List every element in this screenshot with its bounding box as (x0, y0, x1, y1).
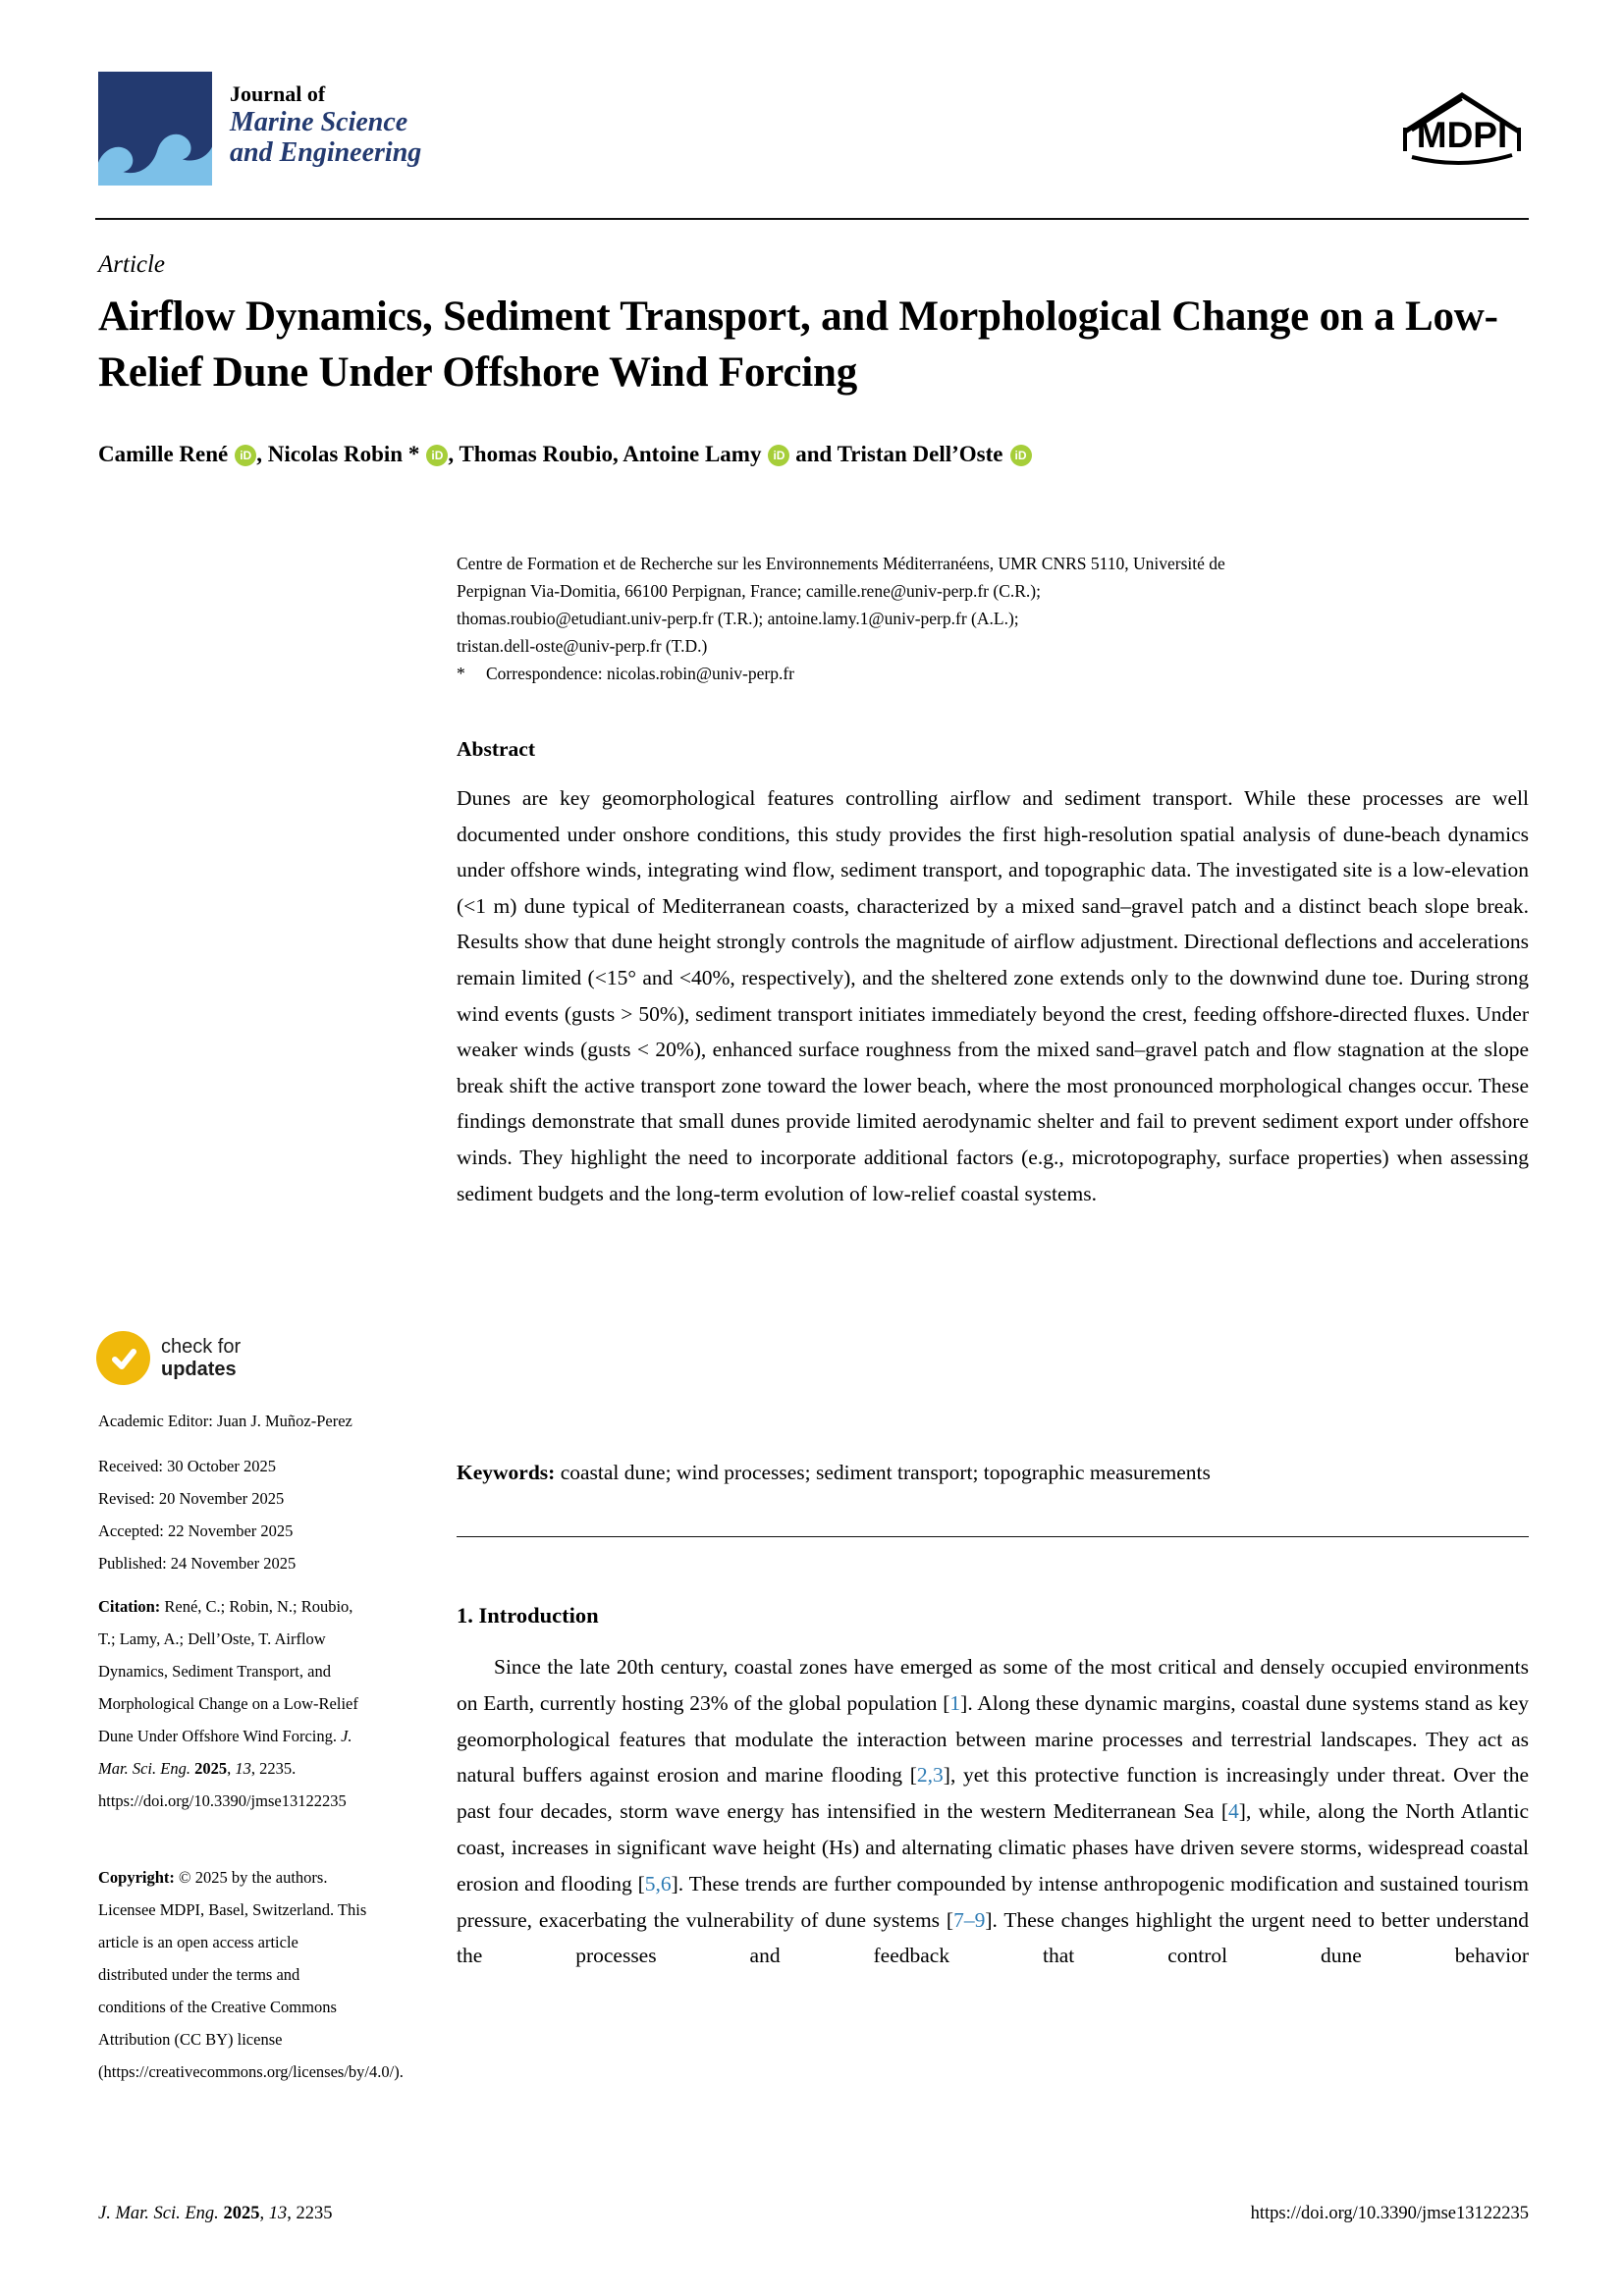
correspondence-marker: * (457, 664, 465, 683)
keywords-label: Keywords: (457, 1461, 556, 1484)
correspondence-email-link[interactable]: Correspondence: nicolas.robin@univ-perp.fr (486, 664, 795, 683)
text-segment: ]. These changes highlight the urgent need to better understand the processes and feedback that control dune behavior (457, 1907, 1529, 1968)
text-segment: ]. Along these dynamic margins, coastal dune systems stand as key geomorphological features that modulate the interaction between marine processes and terrestrial landscapes. They act as natural buffers against erosion and marine flooding [ (457, 1690, 1529, 1788)
checkmark-icon (96, 1331, 150, 1385)
citation-ref[interactable]: 4 (1228, 1799, 1239, 1824)
svg-text:MDPI: MDPI (1416, 115, 1508, 155)
check-for-updates-badge[interactable] (96, 1331, 241, 1385)
author-separator: and (789, 442, 838, 466)
journal-name-line2: and Engineering (230, 137, 422, 168)
page-title: Airflow Dynamics, Sediment Transport, and Morphological Change on a Low-Relief Dune Under Offshore Wind Forcing (98, 294, 1498, 396)
author-separator: , (613, 442, 623, 466)
correspondence-line (457, 660, 1529, 687)
author-name: Tristan Dell’Oste (837, 442, 1003, 466)
wave-logo-icon (98, 72, 212, 186)
affiliation-line: tristan.dell-oste@univ-perp.fr (T.D.) (457, 636, 708, 656)
text-segment: ], yet this protective function is increasingly under threat. Over the past four decades, storm wave energy has intensified in the western Mediterranean Sea [ (457, 1763, 1529, 1824)
published-date: Published: 24 November 2025 (98, 1554, 297, 1573)
author-list (98, 442, 1551, 467)
check-badge-line1: check for (161, 1335, 242, 1358)
keywords-divider (457, 1536, 1529, 1537)
keywords-line (457, 1461, 1529, 1485)
journal-name-line1: Marine Science (230, 107, 408, 137)
author-name: Nicolas Robin (267, 442, 404, 466)
author-separator: , (448, 442, 460, 466)
citation-label: Citation: (98, 1597, 165, 1616)
orcid-icon[interactable] (1010, 445, 1032, 466)
journal-name-prefix: Journal of (230, 81, 326, 106)
orcid-icon[interactable] (426, 445, 448, 466)
text-segment: J. Mar. Sci. Eng. (98, 1727, 352, 1778)
check-badge-line2: updates (161, 1358, 237, 1380)
mdpi-logo-icon (1392, 82, 1532, 172)
journal-logo (98, 72, 421, 186)
author-name: Antoine Lamy (623, 442, 762, 466)
received-date: Received: 30 October 2025 (98, 1457, 276, 1475)
citation-ref[interactable]: 5,6 (644, 1871, 672, 1896)
citation-ref[interactable]: 7–9 (953, 1907, 986, 1932)
article-type-label: Article (98, 251, 166, 278)
copyright-block (98, 1861, 404, 2088)
copyright-label: Copyright: (98, 1868, 180, 1887)
text-segment: 2025 (223, 2204, 260, 2223)
affiliation-line: thomas.roubio@etudiant.univ-perp.fr (T.R.); antoine.lamy.1@univ-perp.fr (A.L.); (457, 609, 1019, 628)
check-badge-text (161, 1336, 241, 1381)
text-segment: , 2235 (287, 2204, 333, 2223)
text-segment: J. Mar. Sci. Eng. (98, 2204, 224, 2223)
article-history-dates (98, 1450, 296, 1579)
orcid-icon[interactable] (768, 445, 789, 466)
citation-block (98, 1590, 369, 1817)
abstract-heading: Abstract (457, 737, 536, 761)
revised-date: Revised: 20 November 2025 (98, 1489, 285, 1508)
text-segment: ]. These trends are further compounded by intense anthropogenic modification and sustained tourism pressure, exacerbating the vulnerability of dune systems [ (457, 1871, 1529, 1932)
text-segment: 13 (235, 1759, 251, 1778)
citation-ref[interactable]: 1 (949, 1690, 961, 1715)
introduction-paragraph (457, 1649, 1529, 1974)
citation-text (98, 1597, 358, 1810)
author-mark: * (403, 442, 420, 466)
text-segment: , (259, 2204, 269, 2223)
section-heading-introduction: 1. Introduction (457, 1603, 599, 1628)
abstract-text: Dunes are key geomorphological features controlling airflow and sediment transport. While these processes are well documented under onshore conditions, this study provides the first high-resolution spatial analysis of dune-beach dynamics under offshore winds, integrating wind flow, sediment transport, and topographic data. The investigated site is a low-elevation (<1 m) dune typical of Mediterranean coasts, characterized by a mixed sand–gravel patch and a distinct beach slope break. Results show that dune height strongly controls the magnitude of airflow adjustment. Directional deflections and accelerations remain limited (<15° and <40%, respectively), and the sheltered zone extends only to the downwind dune toe. During strong wind events (gusts > 50%), sediment transport initiates immediately beyond the crest, feeding offshore-directed fluxes. Under weaker winds (gusts < 20%), enhanced surface roughness from the mixed sand–gravel patch and flow stagnation at the slope break shift the active transport zone toward the lower beach, where the most pronounced morphological changes occur. These findings demonstrate that small dunes provide limited aerodynamic shelter and fail to prevent sediment export under offshore winds. They highlight the need to incorporate additional factors (e.g., microtopography, surface properties) when assessing sediment budgets and the long-term evolution of low-relief coastal systems. (457, 786, 1529, 1205)
affiliation-line: Perpignan Via-Domitia, 66100 Perpignan, France; camille.rene@univ-perp.fr (C.R.); (457, 581, 1041, 601)
text-segment: , 2235. https://doi.org/10.3390/jmse13122235 (98, 1759, 347, 1810)
text-segment: ], while, along the North Atlantic coast, increases in significant wave height (Hs) and alternating climatic phases have driven severe storms, widespread coastal erosion and flooding [ (457, 1799, 1530, 1896)
text-segment: 13 (268, 2204, 288, 2223)
text-segment: 2025 (194, 1759, 228, 1778)
author-name: Camille René (98, 442, 229, 466)
copyright-text: © 2025 by the authors. Licensee MDPI, Basel, Switzerland. This article is an open access article distributed under the terms and conditions of the Creative Commons Attribution (CC BY) license (https://creativecommons.org/licenses/by/4.0/). (98, 1868, 404, 2081)
keywords-text: coastal dune; wind processes; sediment transport; topographic measurements (555, 1461, 1211, 1484)
journal-name (230, 72, 421, 186)
academic-editor-line: Academic Editor: Juan J. Muñoz-Perez (98, 1412, 352, 1430)
author-separator: , (256, 442, 268, 466)
footer-journal-reference (98, 2204, 332, 2224)
affiliation-block (457, 550, 1529, 687)
affiliation-line: Centre de Formation et de Recherche sur les Environnements Méditerranéens, UMR CNRS 5110, Université de (457, 554, 1225, 573)
text-segment: , (227, 1759, 236, 1778)
orcid-icon[interactable] (235, 445, 256, 466)
footer-doi-link[interactable]: https://doi.org/10.3390/jmse13122235 (1250, 2204, 1529, 2223)
header-divider (95, 218, 1529, 220)
accepted-date: Accepted: 22 November 2025 (98, 1522, 294, 1540)
author-name: Thomas Roubio (459, 442, 614, 466)
text-segment: Since the late 20th century, coastal zones have emerged as some of the most critical and densely occupied environments on Earth, currently hosting 23% of the global population [ (457, 1655, 1529, 1715)
text-segment: René, C.; Robin, N.; Roubio, T.; Lamy, A.; Dell’Oste, T. Airflow Dynamics, Sediment Transport, and Morphological Change on a Low-Relief Dune Under Offshore Wind Forcing. (98, 1597, 358, 1745)
citation-ref[interactable]: 2,3 (916, 1763, 944, 1788)
